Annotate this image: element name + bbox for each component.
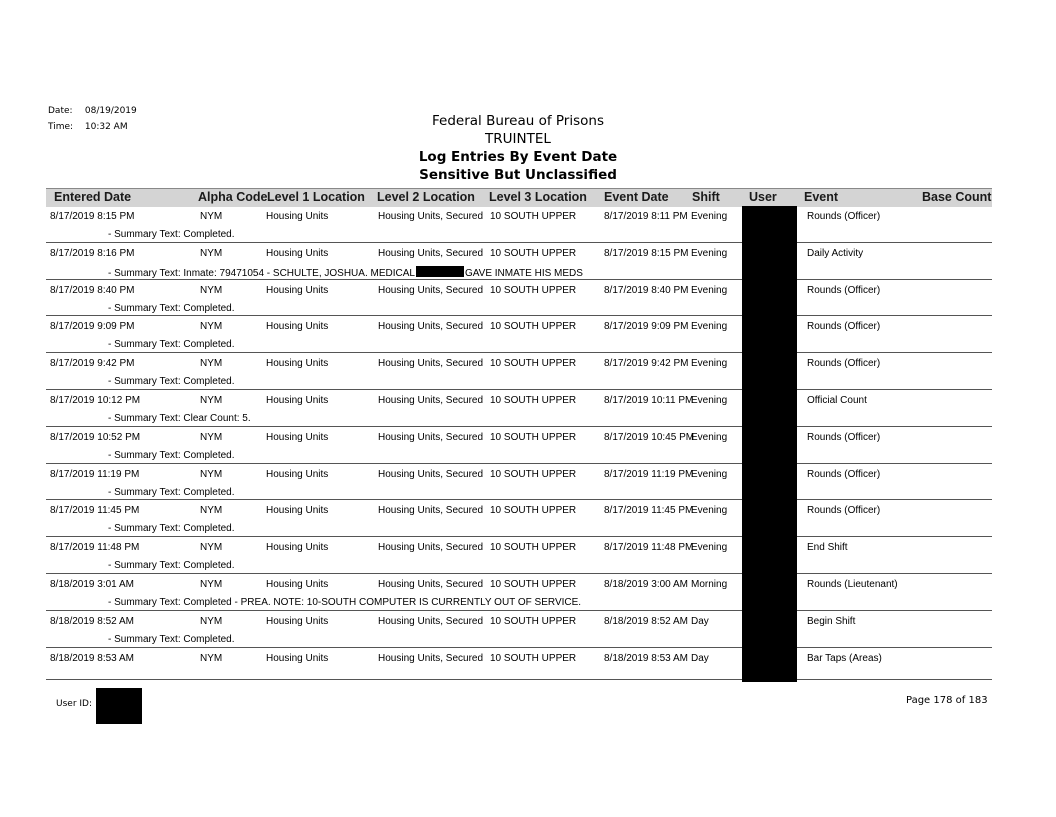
alpha-code-cell: NYM: [200, 505, 223, 517]
level3-location-cell: 10 SOUTH UPPER: [490, 579, 577, 590]
alpha-code-cell: NYM: [200, 615, 223, 627]
summary-text: [108, 523, 235, 534]
level1-location-cell: Housing Units: [266, 542, 329, 554]
summary-text-content: - Summary Text: Completed - PREA. NOTE: 10-SOUTH COMPUTER IS CURRENTLY OUT OF SERVICE.: [108, 597, 582, 608]
row-divider: [46, 352, 992, 353]
level2-location-cell: Housing Units, Secured: [378, 579, 484, 590]
alpha-code-cell: NYM: [200, 431, 223, 443]
shift-cell: Evening: [691, 542, 728, 554]
row-divider: [46, 679, 992, 680]
event-date-cell: 8/18/2019 3:00 AM: [604, 579, 688, 590]
entered-date-cell: 8/17/2019 8:40 PM: [50, 284, 135, 296]
event-date-cell: 8/17/2019 11:45 PM: [604, 505, 694, 517]
summary-text: [108, 413, 251, 424]
level2-location-cell: Housing Units, Secured: [378, 284, 484, 296]
table-header: [46, 188, 992, 207]
summary-text: [108, 229, 235, 240]
report-title: Log Entries By Event Date: [418, 149, 618, 165]
level2-location-cell: Housing Units, Secured: [378, 395, 484, 406]
shift-cell: Evening: [691, 284, 728, 296]
level3-location-cell: 10 SOUTH UPPER: [490, 284, 577, 296]
summary-text: [108, 487, 235, 498]
event-date-cell: 8/18/2019 8:52 AM: [604, 615, 688, 627]
row-divider: [46, 389, 992, 390]
level2-location-cell: Housing Units, Secured: [378, 505, 484, 517]
user-id-redaction: [96, 688, 142, 724]
level2-location-cell: Housing Units, Secured: [378, 247, 484, 259]
summary-text: [108, 266, 583, 279]
alpha-code-cell: NYM: [200, 321, 223, 333]
level1-location-cell: Housing Units: [266, 358, 329, 370]
event-cell: Begin Shift: [807, 615, 856, 627]
level2-location-cell: Housing Units, Secured: [378, 468, 484, 480]
alpha-code-cell: NYM: [200, 358, 223, 370]
shift-cell: Morning: [691, 579, 728, 590]
summary-text-content: - Summary Text: Completed.: [108, 302, 235, 314]
event-cell: Rounds (Officer): [807, 358, 881, 370]
summary-text-content: - Summary Text: Completed.: [108, 449, 235, 461]
level3-location-cell: 10 SOUTH UPPER: [490, 505, 577, 517]
event-cell: Rounds (Lieutenant): [807, 579, 898, 590]
level2-location-cell: Housing Units, Secured: [378, 652, 484, 664]
level3-location-cell: 10 SOUTH UPPER: [490, 542, 577, 554]
row-divider: [46, 610, 992, 611]
summary-redaction: [416, 266, 464, 277]
level1-location-cell: Housing Units: [266, 321, 329, 333]
row-divider: [46, 426, 992, 427]
date-value: 08/19/2019: [84, 106, 137, 116]
level3-location-cell: 10 SOUTH UPPER: [490, 211, 577, 222]
alpha-code-cell: NYM: [200, 579, 223, 590]
level1-location-cell: Housing Units: [266, 431, 329, 443]
event-date-cell: 8/17/2019 8:15 PM: [604, 247, 689, 259]
event-cell: Rounds (Officer): [807, 211, 881, 222]
entered-date-cell: 8/18/2019 3:01 AM: [50, 579, 134, 590]
level3-location-cell: 10 SOUTH UPPER: [490, 468, 577, 480]
col-shift: Shift: [692, 190, 720, 204]
summary-text-content: - Summary Text: Inmate: 79471054 - SCHULTE, JOSHUA. MEDICAL: [108, 267, 415, 279]
col-event: Event: [804, 190, 839, 204]
org-name: Federal Bureau of Prisons: [432, 113, 604, 129]
level1-location-cell: Housing Units: [266, 468, 329, 480]
event-cell: End Shift: [807, 542, 848, 554]
event-date-cell: 8/17/2019 11:19 PM: [604, 468, 694, 480]
level3-location-cell: 10 SOUTH UPPER: [490, 321, 577, 333]
entered-date-cell: 8/17/2019 8:16 PM: [50, 247, 135, 259]
level3-location-cell: 10 SOUTH UPPER: [490, 652, 577, 664]
level3-location-cell: 10 SOUTH UPPER: [490, 247, 577, 259]
date-label: Date:: [48, 106, 73, 116]
event-cell: Official Count: [807, 395, 867, 406]
summary-text-content: - Summary Text: Completed.: [108, 339, 235, 351]
event-date-cell: 8/18/2019 8:53 AM: [604, 652, 688, 664]
report-time: [48, 122, 128, 132]
shift-cell: Evening: [691, 505, 728, 517]
event-cell: Rounds (Officer): [807, 468, 881, 480]
summary-text: [108, 339, 235, 350]
level2-location-cell: Housing Units, Secured: [378, 542, 484, 554]
entered-date-cell: 8/17/2019 10:52 PM: [50, 431, 141, 443]
shift-cell: Evening: [691, 247, 728, 259]
level2-location-cell: Housing Units, Secured: [378, 321, 484, 333]
user-column-redaction: [742, 206, 797, 682]
level1-location-cell: Housing Units: [266, 615, 329, 627]
col-entered-date: Entered Date: [54, 190, 132, 204]
shift-cell: Evening: [691, 468, 728, 480]
summary-text: [108, 634, 235, 645]
level2-location-cell: Housing Units, Secured: [378, 615, 484, 627]
page-number: Page 178 of 183: [906, 695, 988, 706]
level1-location-cell: Housing Units: [266, 284, 329, 296]
col-level1-location: Level 1 Location: [267, 190, 365, 204]
event-date-cell: 8/17/2019 9:42 PM: [604, 358, 689, 370]
row-divider: [46, 463, 992, 464]
time-value: 10:32 AM: [84, 122, 128, 132]
row-divider: [46, 536, 992, 537]
entered-date-cell: 8/17/2019 11:45 PM: [50, 505, 140, 517]
shift-cell: Evening: [691, 358, 728, 370]
alpha-code-cell: NYM: [200, 211, 223, 222]
summary-text-content: - Summary Text: Completed.: [108, 229, 235, 240]
col-event-date: Event Date: [604, 190, 669, 204]
level3-location-cell: 10 SOUTH UPPER: [490, 431, 577, 443]
entered-date-cell: 8/17/2019 11:48 PM: [50, 542, 140, 554]
entered-date-cell: 8/17/2019 8:15 PM: [50, 211, 135, 222]
level3-location-cell: 10 SOUTH UPPER: [490, 615, 577, 627]
row-divider: [46, 573, 992, 574]
event-cell: Rounds (Officer): [807, 431, 881, 443]
summary-text-content: - Summary Text: Completed.: [108, 376, 235, 388]
system-name: TRUINTEL: [485, 131, 551, 147]
event-date-cell: 8/17/2019 10:11 PM: [604, 395, 694, 406]
level3-location-cell: 10 SOUTH UPPER: [490, 395, 577, 406]
summary-text-continued: GAVE INMATE HIS MEDS: [464, 267, 583, 279]
alpha-code-cell: NYM: [200, 247, 223, 259]
shift-cell: Day: [691, 652, 709, 664]
event-date-cell: 8/17/2019 10:45 PM: [604, 431, 695, 443]
shift-cell: Day: [691, 615, 709, 627]
event-cell: Rounds (Officer): [807, 505, 881, 517]
event-date-cell: 8/17/2019 9:09 PM: [604, 321, 689, 333]
summary-text: [108, 597, 581, 608]
level3-location-cell: 10 SOUTH UPPER: [490, 358, 577, 370]
summary-text: [108, 450, 235, 461]
event-cell: Rounds (Officer): [807, 284, 881, 296]
level2-location-cell: Housing Units, Secured: [378, 431, 484, 443]
event-date-cell: 8/17/2019 8:40 PM: [604, 284, 689, 296]
row-divider: [46, 242, 992, 243]
event-date-cell: 8/17/2019 11:48 PM: [604, 542, 694, 554]
alpha-code-cell: NYM: [200, 652, 223, 664]
col-alpha-code: Alpha Code: [198, 190, 268, 204]
level1-location-cell: Housing Units: [266, 247, 329, 259]
event-cell: Rounds (Officer): [807, 321, 881, 333]
row-divider: [46, 499, 992, 500]
alpha-code-cell: NYM: [200, 284, 223, 296]
level2-location-cell: Housing Units, Secured: [378, 211, 484, 222]
summary-text-content: - Summary Text: Clear Count: 5.: [108, 413, 251, 424]
time-label: Time:: [48, 122, 74, 132]
shift-cell: Evening: [691, 431, 728, 443]
entered-date-cell: 8/17/2019 10:12 PM: [50, 395, 141, 406]
row-divider: [46, 647, 992, 648]
event-cell: Daily Activity: [807, 247, 864, 259]
shift-cell: Evening: [691, 395, 728, 406]
summary-text: [108, 303, 235, 314]
col-level2-location: Level 2 Location: [377, 190, 475, 204]
level1-location-cell: Housing Units: [266, 211, 329, 222]
event-cell: Bar Taps (Areas): [807, 652, 882, 664]
level1-location-cell: Housing Units: [266, 505, 329, 517]
summary-text: [108, 560, 235, 571]
report-title-block: [418, 112, 618, 184]
classification: Sensitive But Unclassified: [419, 167, 617, 183]
level1-location-cell: Housing Units: [266, 395, 329, 406]
col-base-count: Base Count: [922, 190, 992, 204]
level1-location-cell: Housing Units: [266, 652, 329, 664]
summary-text: [108, 376, 235, 387]
col-user: User: [749, 190, 777, 204]
entered-date-cell: 8/17/2019 9:09 PM: [50, 321, 135, 333]
col-level3-location: Level 3 Location: [489, 190, 587, 204]
summary-text-content: - Summary Text: Completed.: [108, 486, 235, 498]
shift-cell: Evening: [691, 211, 728, 222]
entered-date-cell: 8/17/2019 9:42 PM: [50, 358, 135, 370]
alpha-code-cell: NYM: [200, 468, 223, 480]
event-date-cell: 8/17/2019 8:11 PM: [604, 211, 688, 222]
entered-date-cell: 8/17/2019 11:19 PM: [50, 468, 140, 480]
summary-text-content: - Summary Text: Completed.: [108, 560, 235, 572]
user-id-label: User ID:: [56, 699, 92, 709]
summary-text-content: - Summary Text: Completed.: [108, 633, 235, 645]
alpha-code-cell: NYM: [200, 395, 223, 406]
level1-location-cell: Housing Units: [266, 579, 329, 590]
row-divider: [46, 315, 992, 316]
entered-date-cell: 8/18/2019 8:53 AM: [50, 652, 134, 664]
summary-text-content: - Summary Text: Completed.: [108, 523, 235, 535]
row-divider: [46, 279, 992, 280]
shift-cell: Evening: [691, 321, 728, 333]
alpha-code-cell: NYM: [200, 542, 223, 554]
level2-location-cell: Housing Units, Secured: [378, 358, 484, 370]
entered-date-cell: 8/18/2019 8:52 AM: [50, 615, 134, 627]
report-date: [48, 106, 137, 116]
